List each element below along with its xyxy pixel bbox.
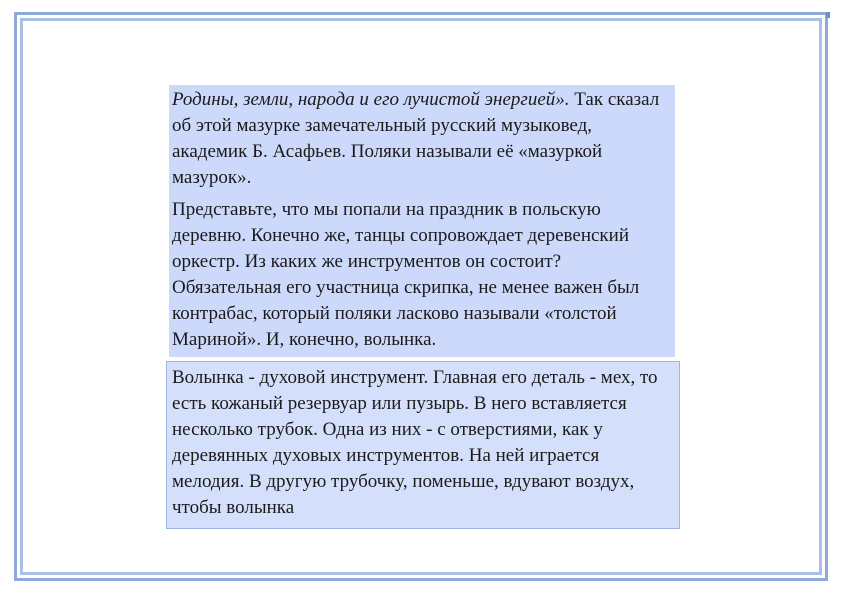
quote-fragment: Родины, земли, народа и его лучистой энергией».: [172, 89, 570, 110]
text-block-top: [169, 85, 675, 357]
text-block-bottom: [166, 361, 680, 529]
paragraph-bagpipe-description: Волынка - духовой инструмент. Главная его деталь - мех, то есть кожаный резервуар или пузырь. В него вставляется несколько трубок. Одна из них - с отверстиями, как у деревянных духовых инструментов. На ней играется мелодия. В другую трубочку, поменьше, вдувают воздух, чтобы волынка: [172, 367, 658, 518]
paragraph-village-orchestra: Представьте, что мы попали на праздник в польскую деревню. Конечно же, танцы сопровождает деревенский оркестр. Из каких же инструментов он состоит? Обязательная его участница скрипка, не менее важен был контрабас, который поляки ласково называли «толстой Мариной». И, конечно, волынка.: [172, 199, 640, 350]
slide-frame-corner: [826, 12, 830, 18]
paragraph-asafiev-quote: [172, 87, 669, 191]
quote-attribution: Так сказал об этой мазурке замечательный русский музыковед, академик Б. Асафьев. Поляки называли её «мазуркой мазурок».: [172, 89, 660, 188]
